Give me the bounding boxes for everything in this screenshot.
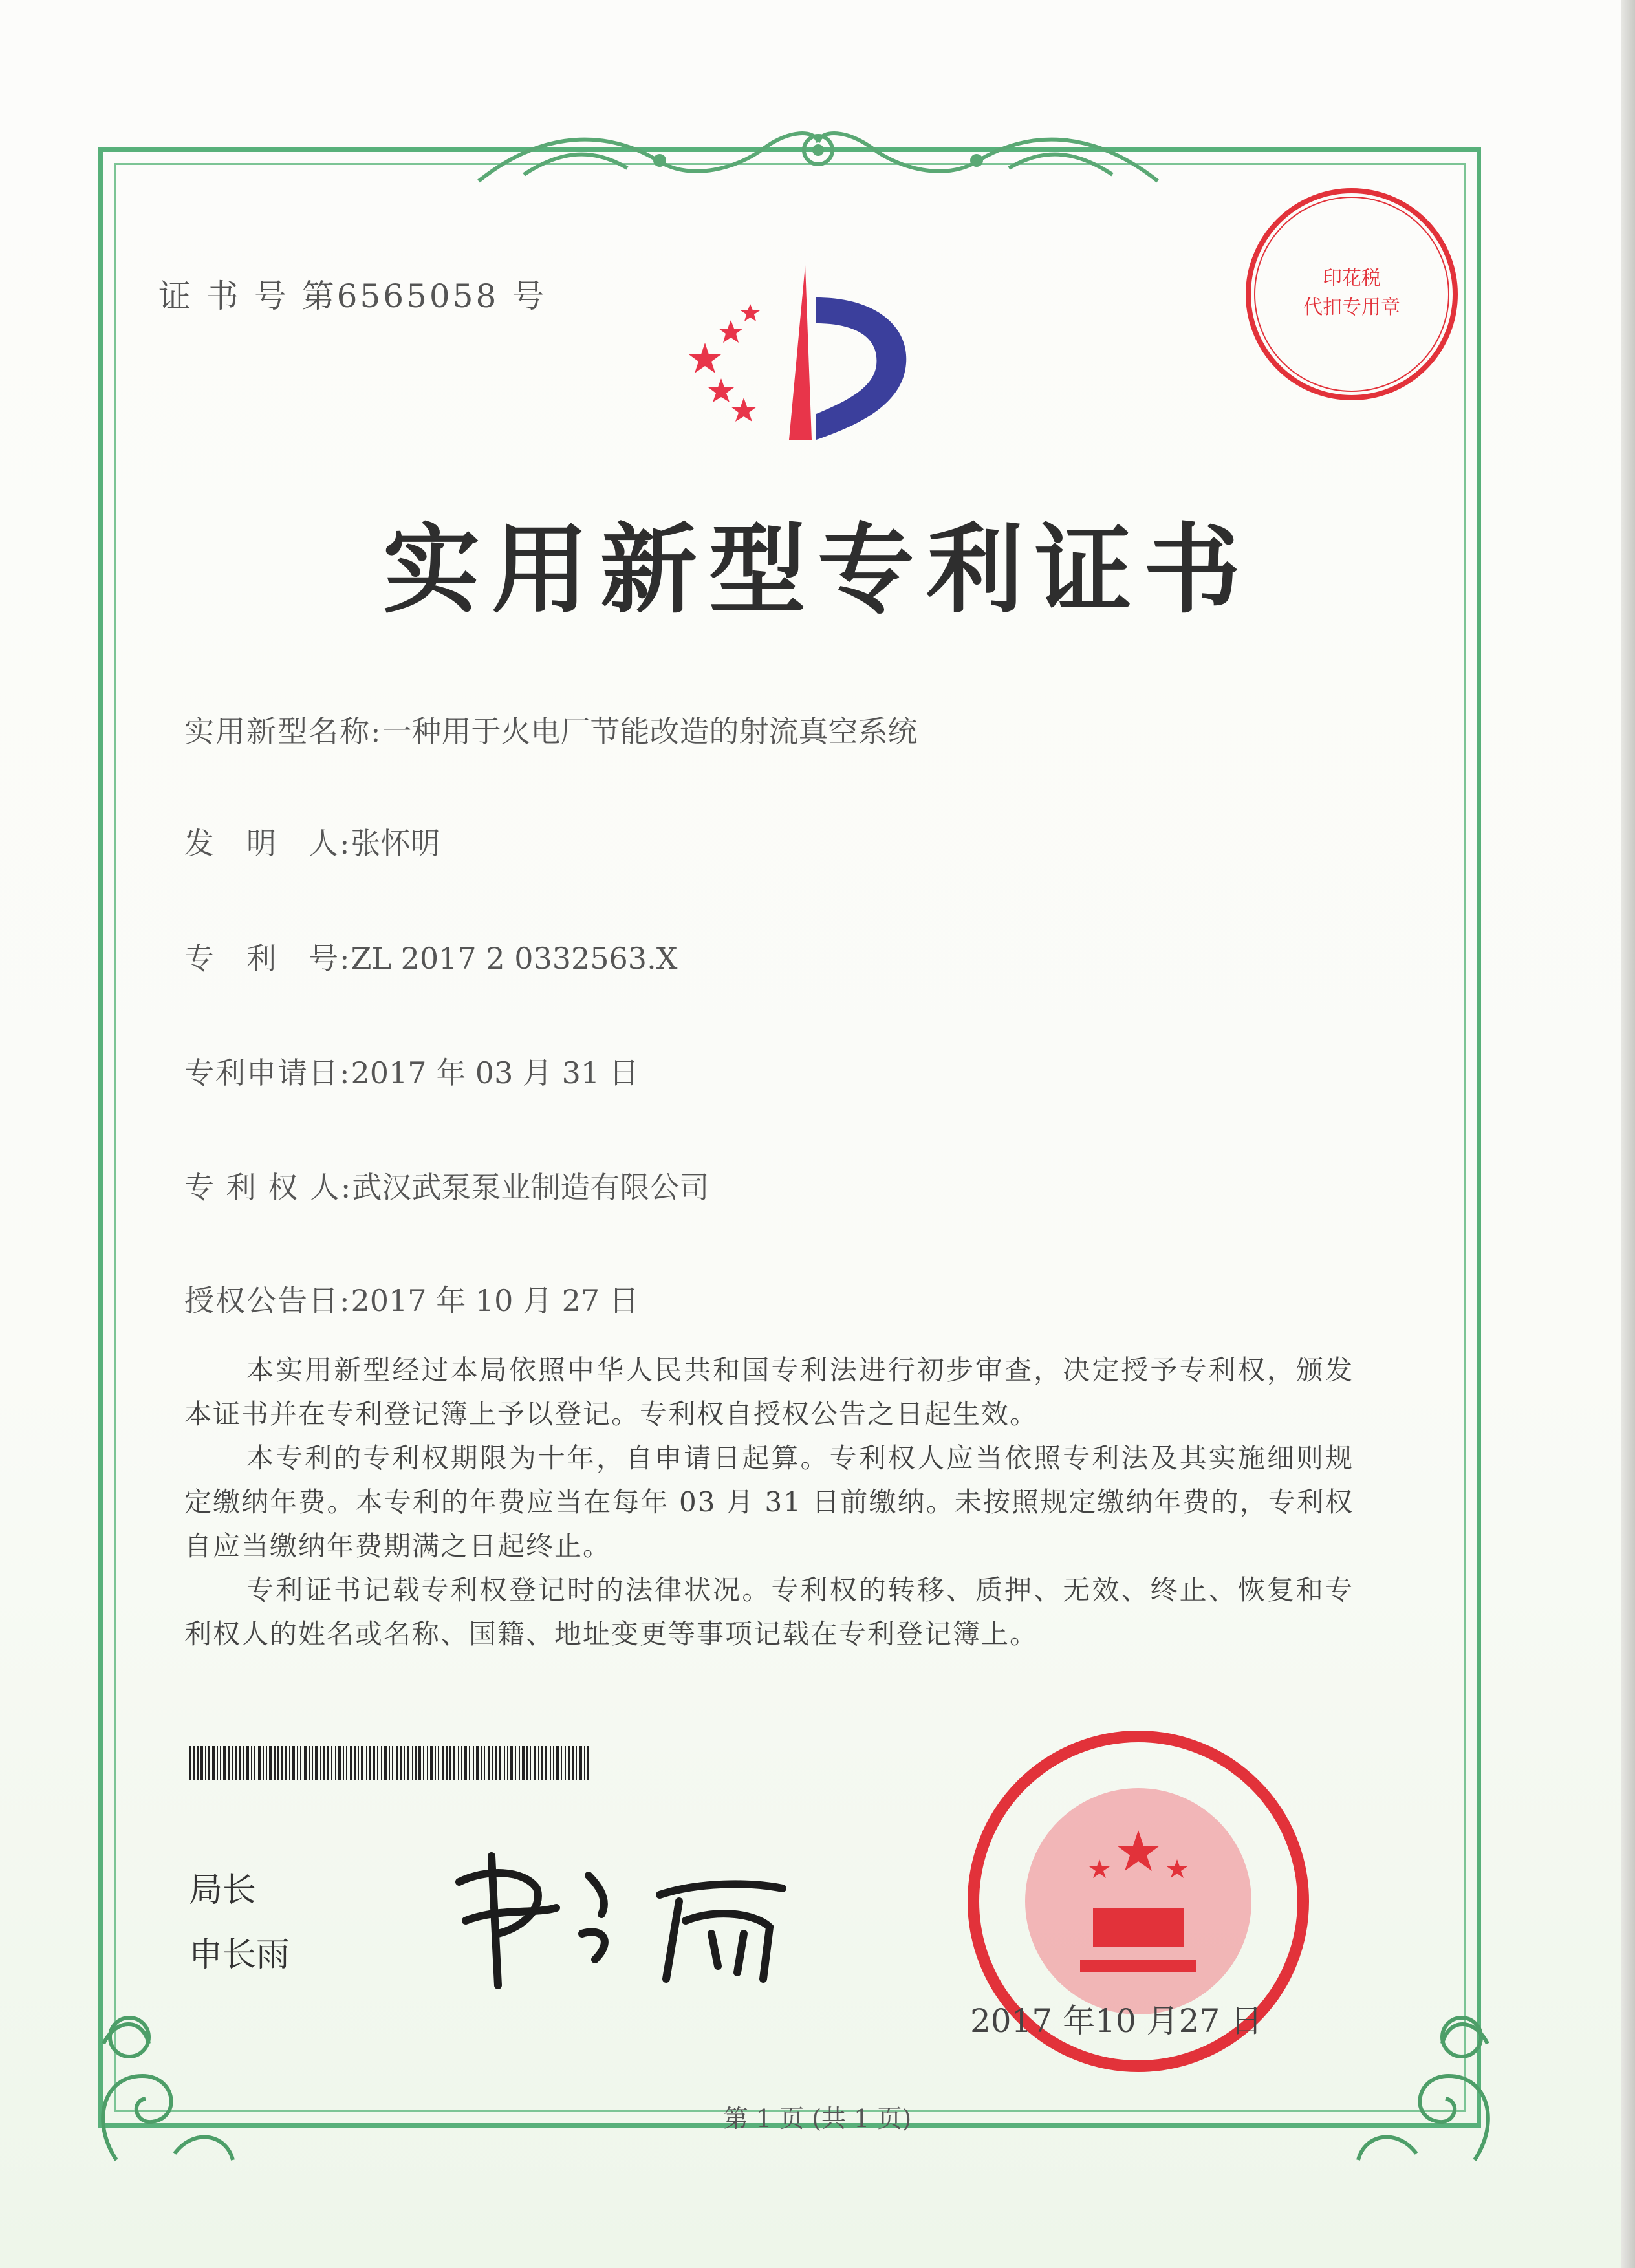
barcode-bar [309,1746,310,1780]
barcode-bar [323,1746,325,1780]
field-label: 发 明 人: [184,826,351,861]
barcode-bar [235,1746,237,1780]
barcode-bar [427,1746,428,1780]
barcode-bar [277,1746,279,1780]
svg-text:印花税: 印花税 [1323,267,1381,290]
barcode-bar [366,1746,367,1780]
barcode-bar [418,1746,421,1780]
barcode-bar [423,1746,424,1780]
barcode-bar [189,1746,191,1780]
barcode-bar [381,1746,382,1780]
barcode-bar [274,1746,276,1780]
barcode-bar [568,1746,570,1780]
barcode-bar [315,1746,318,1780]
barcode-bar [561,1746,562,1780]
field-value: 张怀明 [351,826,440,861]
barcode-bar [526,1746,528,1780]
tax-stamp-seal [1239,181,1465,407]
legal-paragraph: 本专利的专利权期限为十年，自申请日起算。专利权人应当依照专利法及其实施细则规定缴纳年费。本专利的年费应当在每年 03 月 31 日前缴纳。未按照规定缴纳年费的，专利权自应当缴纳年费期满之日起终止。 [184,1442,1354,1562]
barcode-bar [338,1746,341,1780]
barcode-bar [464,1746,467,1780]
barcode [189,1746,593,1780]
barcode-bar [300,1746,301,1780]
barcode-bar [488,1746,490,1780]
barcode-bar [354,1746,356,1780]
barcode-bar [519,1746,520,1780]
field-label: 专 利 权 人: [184,1170,352,1205]
barcode-bar [415,1746,417,1780]
field-row-patent-number [184,935,677,978]
barcode-bar [453,1746,455,1780]
barcode-bar [254,1746,255,1780]
barcode-bar [392,1746,393,1780]
barcode-bar [212,1746,215,1780]
barcode-bar [223,1746,226,1780]
barcode-bar [476,1746,479,1780]
barcode-bar [449,1746,451,1780]
field-value: 武汉武泵泵业制造有限公司 [352,1170,709,1205]
field-value: 2017 年 03 月 31 日 [351,1055,639,1090]
seal-date: 2017 年10 月27 日 [970,2002,1263,2040]
barcode-bar [217,1746,218,1780]
legal-paragraph: 本实用新型经过本局依照中华人民共和国专利法进行初步审查，决定授予专利权，颁发本证书并在专利登记簿上予以登记。专利权自授权公告之日起生效。 [184,1354,1354,1430]
barcode-bar [258,1746,261,1780]
barcode-bar [346,1746,347,1780]
barcode-bar [407,1746,409,1780]
field-label: 实用新型名称: [184,714,382,749]
barcode-bar [335,1746,336,1780]
barcode-bar [377,1746,378,1780]
page-number: 第 1 页 (共 1 页) [723,2104,912,2133]
barcode-bar [510,1746,513,1780]
barcode-bar [396,1746,398,1780]
barcode-bar [243,1746,244,1780]
svg-text:代扣专用章: 代扣专用章 [1303,296,1400,319]
barcode-bar [246,1746,249,1780]
barcode-bar [553,1746,554,1780]
barcode-bar [550,1746,551,1780]
legal-paragraph: 专利证书记载专利权登记时的法律状况。专利权的转移、质押、无效、终止、恢复和专利权人的姓名或名称、国籍、地址变更等事项记载在专利登记簿上。 [184,1574,1354,1650]
barcode-bar [412,1746,413,1780]
barcode-bar [350,1746,352,1780]
director-name: 申长雨 [189,1936,290,1974]
barcode-bar [220,1746,221,1780]
certificate-number: 证 书 号 第6565058 号 [158,277,547,315]
field-row-grant-date [184,1277,639,1320]
barcode-bar [389,1746,390,1780]
barcode-bar [404,1746,405,1780]
barcode-bar [297,1746,298,1780]
barcode-bar [200,1746,203,1780]
barcode-bar [576,1746,577,1780]
field-row-inventor [184,820,440,863]
barcode-bar [442,1746,444,1780]
barcode-bar [484,1746,485,1780]
barcode-bar [504,1746,505,1780]
barcode-bar [492,1746,493,1780]
barcode-bar [373,1746,375,1780]
barcode-bar [327,1746,329,1780]
barcode-bar [239,1746,241,1780]
barcode-bar [193,1746,195,1780]
barcode-bar [197,1746,199,1780]
barcode-bar [361,1746,363,1780]
barcode-bar [281,1746,283,1780]
barcode-bar [495,1746,497,1780]
barcode-bar [534,1746,536,1780]
barcode-bar [232,1746,233,1780]
barcode-bar [358,1746,359,1780]
barcode-bar [579,1746,582,1780]
barcode-bar [205,1746,206,1780]
barcode-bar [565,1746,566,1780]
barcode-bar [481,1746,482,1780]
barcode-bar [430,1746,433,1780]
field-value: 2017 年 10 月 27 日 [351,1283,639,1318]
barcode-bar [251,1746,252,1780]
patent-office-emblem [666,259,938,453]
field-row-name [184,708,918,751]
barcode-bar [343,1746,344,1780]
barcode-bar [263,1746,264,1780]
barcode-bar [541,1746,543,1780]
director-title: 局长 [189,1871,257,1910]
field-value: 一种用于火电厂节能改造的射流真空系统 [382,714,918,749]
barcode-bar [289,1746,290,1780]
barcode-bar [530,1746,531,1780]
barcode-bar [266,1746,267,1780]
barcode-bar [522,1746,525,1780]
barcode-bar [331,1746,332,1780]
barcode-bar [458,1746,459,1780]
barcode-bar [499,1746,501,1780]
legal-text [184,1348,1354,1656]
director-signature [446,1837,808,1998]
barcode-bar [228,1746,230,1780]
barcode-bar [461,1746,462,1780]
barcode-bar [507,1746,508,1780]
barcode-bar [584,1746,585,1780]
barcode-bar [208,1746,210,1780]
bottom-right-ornament [1345,1979,1513,2173]
barcode-bar [515,1746,516,1780]
barcode-bar [473,1746,474,1780]
barcode-bar [269,1746,272,1780]
barcode-bar [556,1746,559,1780]
barcode-bar [438,1746,439,1780]
barcode-bar [292,1746,295,1780]
certificate-title: 实用新型专利证书 [382,513,1252,627]
top-ornament [466,103,1171,194]
barcode-bar [304,1746,307,1780]
barcode-bar [369,1746,371,1780]
barcode-bar [446,1746,448,1780]
field-label: 授权公告日: [184,1283,351,1318]
barcode-bar [469,1746,470,1780]
barcode-bar [435,1746,436,1780]
field-label: 专 利 号: [184,941,351,976]
field-label: 专利申请日: [184,1055,351,1090]
field-row-patentee [184,1164,709,1207]
barcode-bar [400,1746,402,1780]
barcode-bar [545,1746,547,1780]
barcode-bar [285,1746,287,1780]
barcode-bar [572,1746,574,1780]
field-row-filing-date [184,1050,639,1092]
barcode-bar [384,1746,387,1780]
paper-edge [1621,0,1635,2268]
barcode-bar [312,1746,313,1780]
field-value: ZL 2017 2 0332563.X [351,941,678,976]
barcode-bar [587,1746,589,1780]
bottom-left-ornament [78,1979,246,2173]
barcode-bar [538,1746,539,1780]
barcode-bar [320,1746,321,1780]
